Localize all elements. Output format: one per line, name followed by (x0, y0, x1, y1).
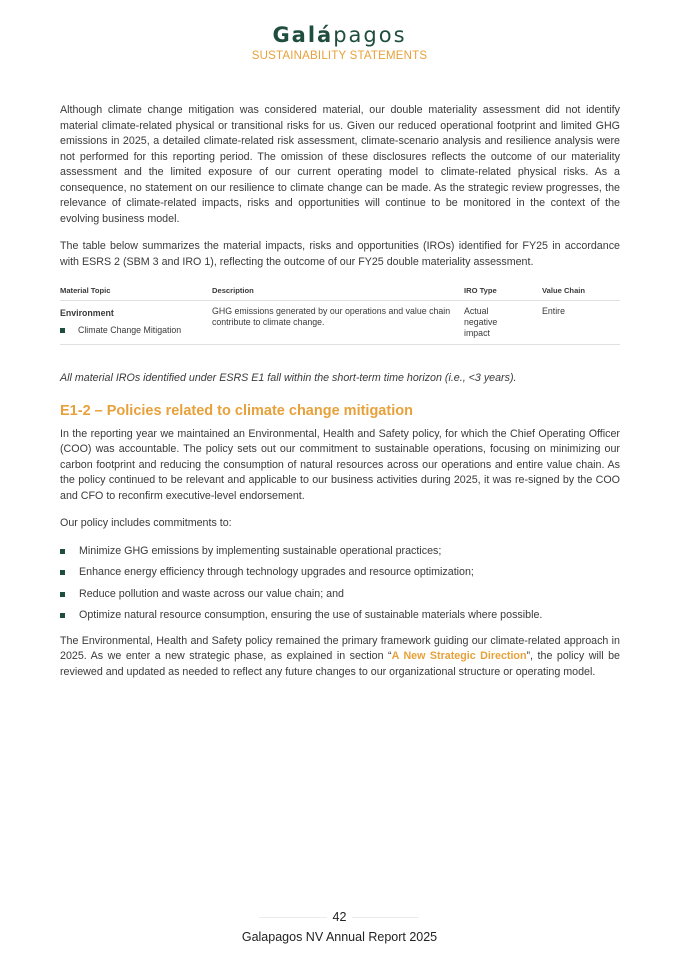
time-horizon-note: All material IROs identified under ESRS E1 fall within the short‑term time horizon (i.e., <3 years). (60, 372, 517, 384)
table-header-row (60, 282, 620, 301)
topic-title: Environment (60, 308, 114, 318)
header-material-topic: Material Topic (60, 282, 212, 301)
subtopic-label: Climate Change Mitigation (78, 325, 182, 335)
header-value-chain: Value Chain (542, 282, 620, 301)
square-bullet-icon (60, 592, 65, 597)
list-item-text: Enhance energy efficiency through technology upgrades and resource optimization; (79, 566, 474, 578)
list-item (60, 608, 620, 624)
square-bullet-icon (60, 549, 65, 554)
intro-paragraph-1: Although climate change mitigation was considered material, our double materiality assessment did not identify material climate‑related physical or transitional risks for us. Given our reduced operational footprint and limited GHG emissions in 2025, a detailed climate‑related risk assessment, climate‑scenario analysis and resilience analysis were not performed for this reporting period. The omission of these disclosures reflects the outcome of our materiality assessment and the limited exposure of our current operating model to climate‑related physical risks. As a consequence, no statement on our resilience to climate change can be made. As the strategic review progresses, the relevance of climate‑related impacts, risks and opportunities will continue to be monitored in the context of the evolving business model. (60, 104, 620, 225)
list-item-text: Minimize GHG emissions by implementing sustainable operational practices; (79, 544, 442, 557)
cell-topic (60, 301, 212, 345)
main-content (60, 103, 620, 692)
table-row (60, 301, 620, 345)
intro-paragraph-2: The table below summarizes the material impacts, risks and opportunities (IROs) identified for FY25 in accordance with ESRS 2 (SBM 3 and IRO 1), reflecting the outcome of our FY25 double materiality assessment. (60, 240, 620, 268)
report-title: Galapagos NV Annual Report 2025 (241, 930, 438, 944)
paragraph-text-after: ”, the policy will be reviewed and updated as needed to reflect any future changes to our organizational structure or operating model. (60, 650, 620, 678)
policy-paragraph-1: In the reporting year we maintained an Environmental, Health and Safety policy, for which the Chief Operating Officer (COO) was accountable. The policy sets out our commitment to sustainable operations, focusing on minimizing our carbon footprint and reducing the consumption of natural resources across our operations and entire value chain. As the policy continued to be relevant and applicable to our business activities during 2025, it was re‑signed by the COO and CFO to reconfirm executive‑level endorsement. (60, 427, 620, 502)
square-bullet-icon (60, 570, 65, 575)
commitments-list (60, 544, 620, 624)
cell-iro-type (464, 301, 542, 345)
logo-bold: Galá (272, 23, 334, 47)
logo-light: pagos (333, 23, 407, 47)
policy-paragraph-3 (60, 634, 620, 681)
list-item-text: Optimize natural resource consumption, ensuring the use of sustainable materials where possible. (79, 609, 543, 621)
policy-paragraph-2: Our policy includes commitments to: (60, 517, 232, 529)
list-item (60, 587, 620, 603)
page-header (0, 22, 679, 62)
list-item (60, 544, 620, 560)
cell-value-chain: Entire (542, 301, 620, 345)
header-iro-type: IRO Type (464, 282, 542, 301)
page-number: 42 (327, 908, 353, 926)
list-item-text: Reduce pollution and waste across our value chain; and (79, 587, 344, 600)
subtopic-item (60, 325, 212, 336)
square-bullet-icon (60, 613, 65, 618)
iro-type-text: Actual negative impact (464, 306, 498, 338)
strategic-direction-link[interactable]: A New Strategic Direction (391, 650, 527, 662)
list-item (60, 565, 620, 581)
cell-description: GHG emissions generated by our operations and value chain contribute to climate change. (212, 301, 464, 345)
page-footer (0, 908, 679, 944)
paragraph-text-before: The Environmental, Health and Safety policy remained the primary framework guiding our climate‑related approach in 2025. As we enter a new strategic phase, as explained in section “ (60, 634, 620, 662)
section-label: SUSTAINABILITY STATEMENTS (251, 50, 428, 62)
company-logo (0, 22, 679, 48)
square-bullet-icon (60, 328, 65, 333)
iro-table (60, 282, 620, 345)
section-heading: E1-2 – Policies related to climate change mitigation (60, 402, 413, 419)
header-description: Description (212, 282, 464, 301)
